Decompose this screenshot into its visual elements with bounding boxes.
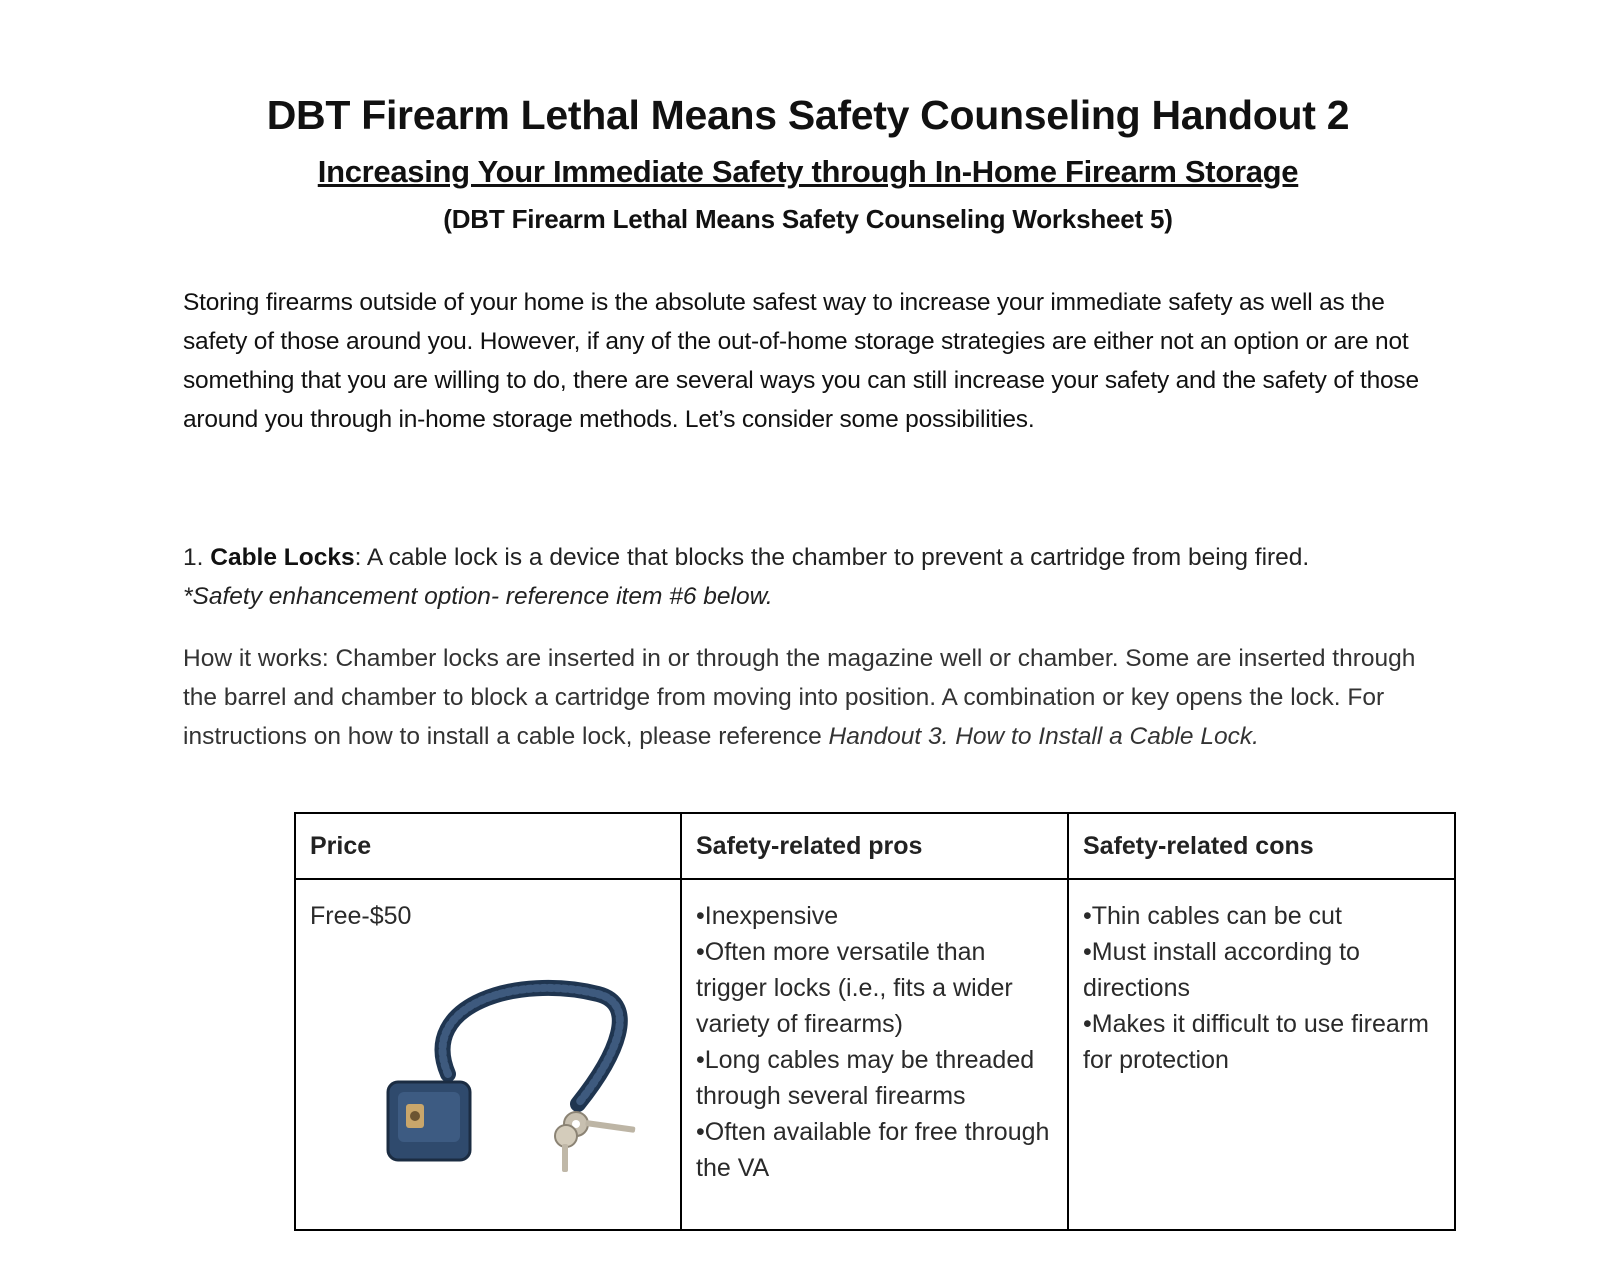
pros-item: •Often more versatile than trigger locks (i.e., fits a wider variety of firearms): [696, 938, 1013, 1038]
cons-cell: [1068, 879, 1455, 1230]
item-number: 1.: [183, 544, 204, 571]
page-title: DBT Firearm Lethal Means Safety Counseling Handout 2: [266, 92, 1350, 138]
header-price: Price: [295, 813, 681, 879]
cons-item: •Thin cables can be cut: [1083, 902, 1342, 930]
header-pros: Safety-related pros: [681, 813, 1068, 879]
how-it-works-text: How it works: Chamber locks are inserted in or through the magazine well or chamber. Some are inserted through the barrel and chamber to block a cartridge from moving into position. A combination or key opens the lock. For instructions on how to install a cable lock, please reference: [183, 645, 1416, 750]
cons-item: •Must install according to directions: [1083, 938, 1360, 1002]
intro-paragraph: Storing firearms outside of your home is the absolute safest way to increase your immediate safety as well as the safety of those around you. However, if any of the out-of-home storage strategies are either not an option or are not something that you are willing to do, there are several ways you can still increase your safety and the safety of those around you through in-home storage methods. Let’s consider some possibilities.: [183, 289, 1419, 433]
worksheet-reference: (DBT Firearm Lethal Means Safety Counseling Worksheet 5): [443, 204, 1173, 234]
item-cable-locks: [183, 538, 1443, 616]
item-definition: : A cable lock is a device that blocks the chamber to prevent a cartridge from being fired.: [354, 544, 1310, 571]
page-subtitle: Increasing Your Immediate Safety through In-Home Firearm Storage: [317, 154, 1299, 189]
pros-item: •Long cables may be threaded through several firearms: [696, 1046, 1035, 1110]
header-cons: Safety-related cons: [1068, 813, 1455, 879]
item-note: *Safety enhancement option- reference item #6 below.: [183, 583, 773, 610]
how-it-works-paragraph: [183, 639, 1443, 756]
price-cell: [295, 879, 681, 1230]
pros-item: •Often available for free through the VA: [696, 1118, 1050, 1182]
item-name: Cable Locks: [210, 544, 355, 571]
price-value: Free-$50: [310, 902, 412, 930]
pros-cell: [681, 879, 1068, 1230]
table-row: [295, 879, 1455, 1230]
handout-reference: Handout 3. How to Install a Cable Lock.: [828, 723, 1259, 750]
cable-lock-table: [294, 812, 1456, 1231]
pros-item: •Inexpensive: [696, 902, 839, 930]
table-header-row: [295, 813, 1455, 879]
cons-item: •Makes it difficult to use firearm for protection: [1083, 1010, 1429, 1074]
cable-lock-icon: [348, 964, 638, 1174]
